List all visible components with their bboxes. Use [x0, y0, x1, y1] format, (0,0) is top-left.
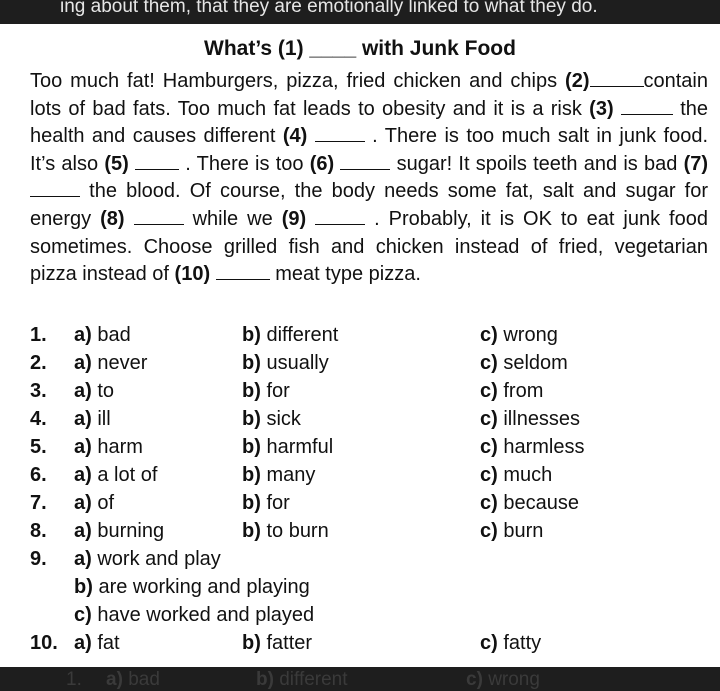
question-number: 4.	[30, 408, 47, 430]
question-row-7	[30, 489, 710, 517]
option-b[interactable]: b) for	[242, 380, 290, 402]
bottom-question-number: 1.	[66, 669, 82, 690]
question-number: 9.	[30, 548, 47, 570]
option-b[interactable]: b) are working and playing	[74, 576, 310, 598]
gap-marker-3: (3)	[589, 97, 614, 120]
gap-blank-4	[315, 123, 365, 142]
option-c[interactable]: c) have worked and played	[74, 604, 315, 626]
gap-marker-10: (10)	[174, 263, 211, 286]
option-c[interactable]: c) from	[480, 380, 544, 402]
gap-marker-4: (4)	[282, 125, 308, 148]
question-row-10	[30, 629, 710, 657]
question-row-9-option-c	[30, 601, 710, 629]
option-c[interactable]: c) illnesses	[480, 408, 581, 430]
passage-text-7: the blood. Of course, the body needs some fat, salt and sugar for energy	[30, 180, 708, 230]
bottom-option-b: b) different	[256, 669, 348, 690]
option-b[interactable]: b) usually	[242, 352, 329, 374]
gap-marker-6: (6)	[309, 152, 335, 175]
gap-marker-5: (5)	[104, 152, 129, 175]
option-c[interactable]: c) seldom	[480, 352, 568, 374]
option-a[interactable]: a) bad	[74, 324, 131, 346]
question-number: 10.	[30, 632, 58, 654]
option-b[interactable]: b) to burn	[242, 520, 329, 542]
question-number: 5.	[30, 436, 47, 458]
option-b[interactable]: b) fatter	[242, 632, 313, 654]
option-a[interactable]: a) never	[74, 352, 148, 374]
option-c[interactable]: c) because	[480, 492, 579, 514]
option-b[interactable]: b) for	[242, 492, 290, 514]
passage-text-4: . There is too much salt in junk food. It’s also	[30, 125, 709, 175]
gap-marker-7: (7)	[683, 152, 709, 175]
gap-blank-7	[30, 178, 80, 197]
passage-text-3: the health and causes different	[30, 97, 709, 148]
option-c[interactable]: c) harmless	[480, 436, 585, 458]
passage-text-1: Too much fat! Hamburgers, pizza, fried chicken and chips	[30, 70, 558, 92]
passage-text-5: . There is too	[185, 152, 304, 175]
question-number: 2.	[30, 352, 47, 374]
gap-blank-2	[590, 68, 644, 87]
option-b[interactable]: b) harmful	[242, 436, 334, 458]
top-cropped-text: ing about them, that they are emotionally linked to what they do.	[60, 0, 598, 17]
question-row-8	[30, 517, 710, 545]
question-row-9-option-b	[30, 573, 710, 601]
bottom-option-a: a) bad	[106, 669, 160, 690]
passage-text-6: sugar! It spoils teeth and is bad	[396, 152, 678, 175]
question-row-2	[30, 349, 710, 377]
option-a[interactable]: a) a lot of	[74, 464, 158, 486]
gap-marker-2: (2)	[565, 70, 590, 92]
option-b[interactable]: b) different	[242, 324, 339, 346]
question-row-1	[30, 321, 710, 349]
exercise-title: What’s (1) ____ with Junk Food	[204, 37, 516, 60]
gap-marker-9: (9)	[281, 207, 307, 230]
passage-text-10: meat type pizza.	[275, 263, 421, 286]
passage-text-8: while we	[192, 207, 273, 230]
question-number: 7.	[30, 492, 47, 514]
option-a[interactable]: a) burning	[74, 520, 165, 542]
question-row-6	[30, 461, 710, 489]
option-a[interactable]: a) work and play	[74, 548, 221, 570]
question-number: 3.	[30, 380, 47, 402]
gap-blank-9	[315, 206, 365, 225]
reading-passage	[30, 68, 708, 289]
gap-blank-6	[340, 151, 390, 170]
gap-blank-8	[134, 206, 184, 225]
bottom-cropped-question-band	[0, 667, 720, 691]
question-row-4	[30, 405, 710, 433]
bottom-option-c: c) wrong	[466, 669, 540, 690]
option-c[interactable]: c) much	[480, 464, 553, 486]
gap-marker-8: (8)	[100, 207, 125, 230]
question-number: 8.	[30, 520, 47, 542]
gap-blank-5	[135, 151, 179, 170]
option-a[interactable]: a) of	[74, 492, 115, 514]
gap-blank-10	[216, 261, 270, 280]
passage-text-2: contain lots of bad fats. Too much fat leads to obesity and it is a risk	[30, 70, 708, 120]
option-b[interactable]: b) sick	[242, 408, 301, 430]
question-number: 6.	[30, 464, 47, 486]
option-c[interactable]: c) wrong	[480, 324, 558, 346]
top-cropped-text-band	[0, 0, 720, 24]
option-a[interactable]: a) harm	[74, 436, 143, 458]
option-a[interactable]: a) to	[74, 380, 115, 402]
option-b[interactable]: b) many	[242, 464, 316, 486]
question-row-3	[30, 377, 710, 405]
question-row-9	[30, 545, 710, 573]
passage-text-9: . Probably, it is OK to eat junk food sometimes. Choose grilled fish and chicken instead of fried, vegetarian pizza instead of	[30, 207, 708, 286]
option-a[interactable]: a) fat	[74, 632, 120, 654]
gap-blank-3	[621, 96, 673, 115]
question-row-5	[30, 433, 710, 461]
option-c[interactable]: c) fatty	[480, 632, 542, 654]
option-c[interactable]: c) burn	[480, 520, 544, 542]
question-number: 1.	[30, 324, 47, 346]
option-a[interactable]: a) ill	[74, 408, 111, 430]
